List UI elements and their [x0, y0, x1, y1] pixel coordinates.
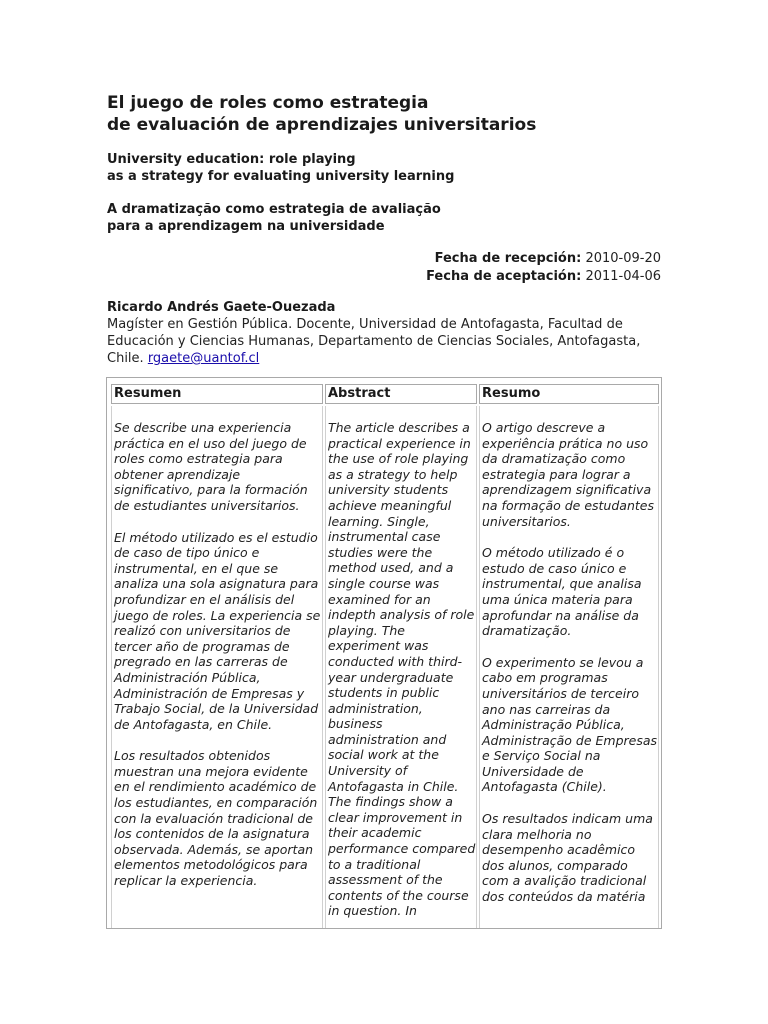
abstract-line: universitários de terceiro: [482, 685, 639, 701]
abstract-line: University of: [328, 763, 408, 779]
publication-dates: [426, 250, 661, 286]
abstract-line: Se describe una experiencia: [114, 420, 292, 435]
affiliation-line-3: [107, 350, 667, 367]
column-body-resumo: [479, 406, 659, 928]
title-spanish: [107, 92, 536, 136]
abstract-line: da dramatização como: [482, 451, 626, 467]
abstract-line: pregrado en las carreras de: [114, 654, 288, 670]
column-resumen: [111, 384, 323, 928]
abstract-line: en el rendimiento académico de: [114, 779, 317, 795]
abstract-line: dos alunos, comparado: [482, 857, 628, 873]
abstract-line: cabo em programas: [482, 670, 608, 686]
abstract-line: Administración Pública,: [114, 669, 261, 685]
abstract-line: analiza una sola asignatura para: [114, 576, 319, 592]
abstract-paragraph: [482, 545, 658, 639]
reception-date-label: Fecha de recepción:: [434, 251, 582, 266]
abstract-line: contents of the course: [328, 887, 469, 903]
abstract-line: The article describes a: [328, 420, 470, 435]
reception-date-row: [426, 250, 661, 268]
column-heading-resumen: Resumen: [111, 384, 323, 404]
abstract-line: los estudiantes, en comparación: [114, 795, 318, 811]
abstract-line: replicar la experiencia.: [114, 873, 258, 889]
title-portuguese-line-2: para a aprendizagem na universidade: [107, 219, 385, 234]
abstract-line: as a strategy to help: [328, 466, 458, 482]
abstract-line: indepth analysis of role: [328, 607, 475, 623]
abstract-line: performance compared: [328, 841, 476, 857]
abstract-line: de Antofagasta, en Chile.: [114, 716, 273, 732]
author-name: Ricardo Andrés Gaete-Ouezada: [107, 300, 336, 315]
abstract-line: significativo, para la formación: [114, 482, 308, 498]
abstract-line: achieve meaningful: [328, 497, 452, 513]
abstract-line: observada. Además, se aportan: [114, 841, 314, 857]
abstract-line: clear improvement in: [328, 809, 463, 825]
abstract-line: de caso de tipo único e: [114, 545, 260, 561]
acceptance-date-label: Fecha de aceptación:: [426, 269, 582, 284]
column-heading-resumo: Resumo: [479, 384, 659, 404]
abstract-line: los contenidos de la asignatura: [114, 826, 310, 842]
abstract-line: students in public: [328, 685, 440, 701]
abstract-paragraph: [114, 748, 322, 888]
abstract-line: elementos metodológicos para: [114, 857, 308, 873]
abstract-line: conducted with third-: [328, 653, 463, 669]
abstract-line: universitarios.: [482, 513, 571, 529]
abstract-line: business: [328, 716, 383, 732]
abstract-line: tercer año de programas de: [114, 638, 290, 654]
abstract-line: roles como estrategia para: [114, 451, 283, 467]
abstract-line: clara melhoria no: [482, 826, 592, 842]
abstract-line: uma única materia para: [482, 591, 633, 607]
author-email-link[interactable]: rgaete@uantof.cl: [147, 351, 260, 366]
abstract-line: obtener aprendizaje: [114, 466, 241, 482]
abstract-line: practical experience in: [328, 435, 471, 451]
abstract-line: Los resultados obtenidos: [114, 748, 271, 764]
abstract-line: ano nas carreiras da: [482, 701, 611, 717]
abstract-line: muestran una mejora evidente: [114, 763, 308, 779]
abstract-line: single course was: [328, 575, 440, 591]
abstract-paragraph: [114, 420, 322, 514]
abstract-paragraph: [482, 655, 658, 795]
abstract-line: year undergraduate: [328, 669, 454, 685]
author-block: [107, 299, 667, 367]
abstract-line: administration,: [328, 700, 423, 716]
affiliation-line-1: Magíster en Gestión Pública. Docente, Universidad de Antofagasta, Facultad de: [107, 317, 623, 332]
abstract-table: [106, 377, 662, 929]
abstract-line: estrategia para lograr a: [482, 466, 631, 482]
abstract-line: learning. Single,: [328, 513, 430, 529]
abstract-line: desempenho acadêmico: [482, 842, 636, 858]
abstract-line: examined for an: [328, 591, 431, 607]
acceptance-date-value: 2011-04-06: [585, 269, 661, 284]
abstract-paragraph: [114, 530, 322, 733]
abstract-line: instrumental, en el que se: [114, 560, 279, 576]
title-portuguese: [107, 201, 441, 235]
acceptance-date-row: [426, 268, 661, 286]
abstract-line: realizó con universitarios de: [114, 623, 291, 639]
abstract-line: experiment was: [328, 638, 429, 654]
abstract-line: con la evaluación tradicional de: [114, 810, 313, 826]
column-body-abstract: [325, 406, 477, 928]
author-affiliation: [107, 316, 667, 367]
abstract-paragraph: [482, 811, 658, 905]
abstract-line: Os resultados indicam uma: [482, 811, 653, 827]
abstract-line: assessment of the: [328, 872, 443, 888]
abstract-line: the use of role playing: [328, 451, 469, 467]
abstract-line: Administración de Empresas y: [114, 685, 305, 701]
abstract-paragraph: [328, 420, 476, 919]
abstract-line: O artigo descreve a: [482, 420, 606, 435]
abstract-line: dramatização.: [482, 623, 572, 639]
abstract-line: Administração de Empresas: [482, 732, 658, 748]
affiliation-line-2: Educación y Ciencias Humanas, Departamento de Ciencias Sociales, Antofagasta,: [107, 334, 641, 349]
abstract-line: de estudiantes universitarios.: [114, 497, 300, 513]
abstract-line: Universidade de: [482, 763, 584, 779]
abstract-line: playing. The: [328, 622, 405, 638]
column-heading-abstract: Abstract: [325, 384, 477, 404]
abstract-line: The findings show a: [328, 794, 453, 810]
abstract-line: in question. In: [328, 903, 417, 919]
abstract-line: their academic: [328, 825, 422, 841]
abstract-paragraph: [482, 420, 658, 529]
abstract-line: com a avalição tradicional: [482, 873, 647, 889]
abstract-line: Antofagasta (Chile).: [482, 779, 607, 795]
abstract-line: estudo de caso único e: [482, 560, 627, 576]
title-spanish-line-1: El juego de roles como estrategia: [107, 93, 429, 113]
title-english: [107, 151, 454, 185]
abstract-line: aprofundar na análise da: [482, 607, 639, 623]
abstract-line: e Serviço Social na: [482, 748, 601, 764]
abstract-line: juego de roles. La experiencia se: [114, 607, 321, 623]
abstract-line: profundizar en el análisis del: [114, 591, 295, 607]
abstract-line: aprendizagem significativa: [482, 482, 652, 498]
affiliation-line-3-text: Chile.: [107, 351, 144, 366]
abstract-line: experiência prática no uso: [482, 435, 649, 451]
abstract-line: Antofagasta in Chile.: [328, 778, 459, 794]
abstract-line: O experimento se levou a: [482, 654, 644, 670]
title-english-line-2: as a strategy for evaluating university learning: [107, 169, 455, 184]
abstract-line: Administração Pública,: [482, 717, 625, 733]
abstract-line: university students: [328, 482, 449, 498]
column-resumo: [479, 384, 659, 928]
column-abstract: [325, 384, 477, 928]
abstract-line: na formação de estudantes: [482, 497, 654, 513]
abstract-line: dos conteúdos da matéria: [482, 889, 646, 905]
abstract-line: instrumental case: [328, 529, 441, 545]
title-spanish-line-2: de evaluación de aprendizajes universitarios: [107, 115, 537, 135]
abstract-line: práctica en el uso del juego de: [114, 435, 307, 451]
abstract-line: O método utilizado é o: [482, 545, 625, 561]
abstract-line: social work at the: [328, 747, 439, 763]
reception-date-value: 2010-09-20: [585, 251, 661, 266]
abstract-line: Trabajo Social, de la Universidad: [114, 701, 319, 717]
abstract-line: to a traditional: [328, 856, 421, 872]
abstract-line: studies were the: [328, 544, 433, 560]
abstract-line: El método utilizado es el estudio: [114, 529, 318, 545]
abstract-line: method used, and a: [328, 560, 454, 576]
title-english-line-1: University education: role playing: [107, 152, 356, 167]
title-portuguese-line-1: A dramatização como estrategia de avaliação: [107, 202, 441, 217]
abstract-line: administration and: [328, 731, 447, 747]
abstract-line: instrumental, que analisa: [482, 576, 642, 592]
column-body-resumen: [111, 406, 323, 928]
